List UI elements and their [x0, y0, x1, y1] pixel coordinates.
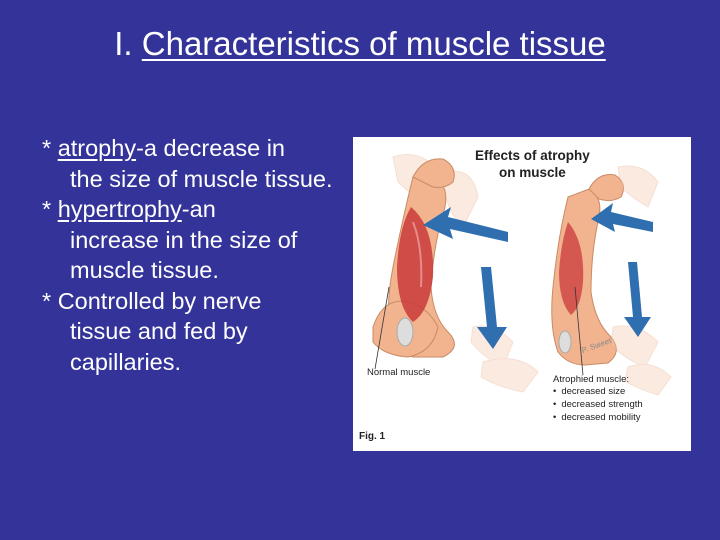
bullet-marker: * — [42, 196, 58, 222]
figure-title — [475, 147, 590, 181]
atrophied-effect-item: • decreased strength — [553, 398, 643, 411]
term-atrophy: atrophy — [57, 135, 137, 161]
bullet-marker: * — [42, 135, 58, 161]
atrophied-muscle-label: Atrophied muscle: — [553, 374, 630, 385]
bullet-hypertrophy — [42, 194, 352, 286]
term-hypertrophy: hypertrophy — [57, 196, 182, 222]
slide-title — [0, 22, 720, 66]
bullet-text: -a decrease in — [136, 135, 285, 161]
artist-signature: P. Sweet — [580, 335, 613, 356]
atrophied-muscle-block — [553, 374, 643, 424]
figure-title-line2: on muscle — [498, 165, 566, 180]
figure-title-line1: Effects of atrophy — [475, 148, 590, 163]
title-main: Characteristics of muscle tissue — [141, 25, 606, 62]
figure-number: Fig. 1 — [359, 431, 386, 442]
bullet-marker: * — [42, 287, 58, 314]
atrophied-effects-list — [553, 385, 643, 424]
atrophy-illustration — [353, 137, 691, 451]
bullet-list — [42, 133, 352, 377]
bullet-text: Controlled by nerve — [57, 287, 262, 314]
bullet-controlled — [42, 286, 352, 378]
bullet-text: -an — [181, 196, 216, 222]
bullet-continuation: increase in the size of muscle tissue. — [70, 226, 298, 283]
atrophied-effect-item: • decreased size — [553, 385, 643, 398]
atrophied-effect-item: • decreased mobility — [553, 411, 643, 424]
title-prefix: I. — [114, 25, 142, 62]
bullet-atrophy — [42, 133, 352, 194]
normal-muscle-label: Normal muscle — [367, 367, 431, 378]
bullet-continuation: tissue and fed by capillaries. — [70, 318, 248, 375]
bullet-continuation: the size of muscle tissue. — [70, 165, 333, 192]
